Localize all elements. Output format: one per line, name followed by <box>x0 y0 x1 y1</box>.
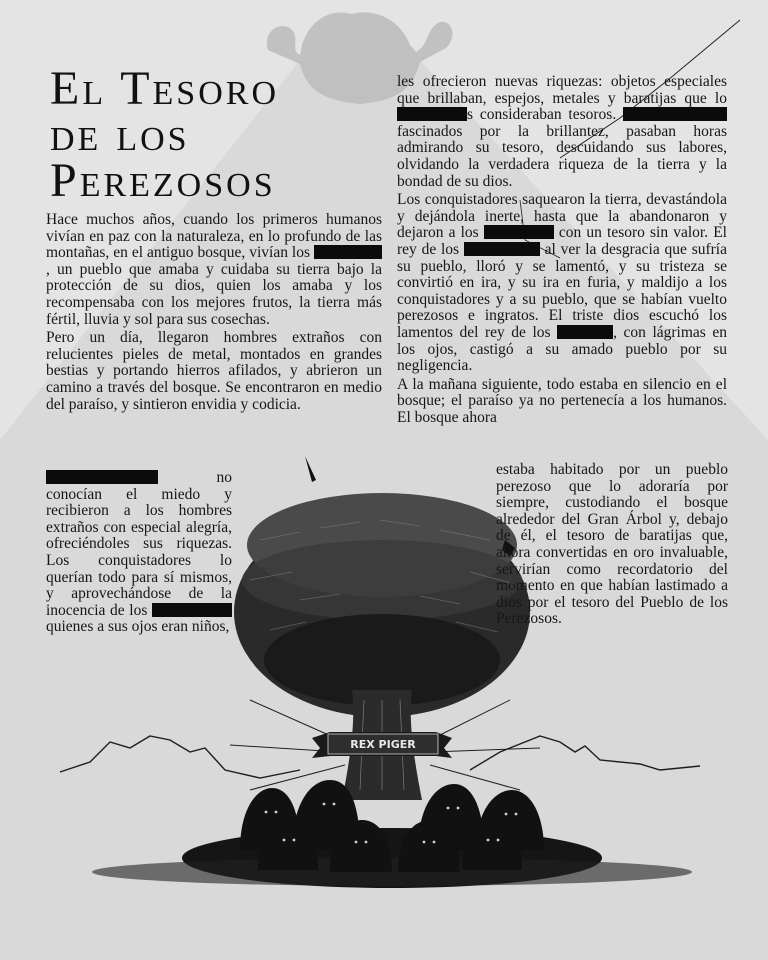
text-run: , un pueblo que amaba y cuidaba su tierra bajo la protección de su dios, quien los amaba y los recompensaba con los mejores frutos, la tierra más fértil, lluvia y sol para sus cosechas. <box>46 260 382 328</box>
redaction-bar <box>557 325 613 339</box>
paragraph <box>397 74 727 190</box>
text-run: fascinados por la brillantez, pasaban horas admirando su tesoro, descuidando sus labores, olvidando la verdadera riqueza de la tierra y la bondad de su dios. <box>397 122 727 190</box>
text-run: les ofrecieron nuevas riquezas: objetos especiales que brillaban, espejos, metales y baratijas que lo <box>397 73 727 107</box>
paragraph <box>46 212 382 328</box>
paragraph <box>46 470 232 636</box>
left-lower-column <box>46 470 232 638</box>
banner-label: REX PIGER <box>350 738 416 751</box>
redaction-bar <box>623 107 727 121</box>
redaction-bar <box>152 603 232 617</box>
paragraph: estaba habitado por un pueblo perezoso que lo adoraría por siempre, custodiando el bosque alrededor del Gran Árbol y, debajo de él, el tesoro de baratijas que, ahora convertidas en oro invaluable, servirían como recordatorio del momento en que habían lastimado a dios por el tesoro del Pueblo de los Perezosos. <box>496 461 728 628</box>
title-line-2: de los <box>50 108 190 161</box>
tree-crown <box>234 493 530 717</box>
text-run: no conocían el miedo y recibieron a los hombres extraños con especial alegría, ofreciéndoles sus riquezas. Los conquistadores lo querían todo para sí mismos, y aprovechándose de la inocencia de los <box>46 469 232 619</box>
right-lower-column <box>496 462 728 630</box>
text-run: quienes a sus ojos eran niños, <box>46 618 230 636</box>
banner-ribbon <box>312 732 452 758</box>
redaction-bar <box>464 242 540 256</box>
paragraph <box>397 192 727 375</box>
text-run: , con lágrimas en los ojos, castigó a su amado pueblo por su negligencia. <box>397 323 728 375</box>
text-run: s consideraban tesoros. <box>467 106 623 124</box>
paragraph: Pero un día, llegaron hombres extraños con relucientes pieles de metal, montados en grandes bestias y portando hierros afilados, y abrieron un camino a través del bosque. Se encontraron en medio del paraíso, y sintieron envidia y codicia. <box>46 329 382 413</box>
text-run: al ver la desgracia que sufría su pueblo, lloró y se lamentó, y su tristeza se convirtió en ira, y su ira en furia, y maldijo a los conquistadores y a su pueblo, que se habían vuelto perezosos e ingratos. El triste dios escuchó los lamentos del rey de los <box>397 240 727 341</box>
title-line-3: Perezosos <box>50 154 276 207</box>
left-column <box>46 212 382 415</box>
text-run: Hace muchos años, cuando los primeros humanos vivían en paz con la naturaleza, en lo profundo de las montañas, en el antiguo bosque, vivían los <box>46 211 382 262</box>
page-title <box>50 62 390 207</box>
paragraph: A la mañana siguiente, todo estaba en silencio en el bosque; el paraíso ya no pertenecía a los humanos. El bosque ahora <box>397 375 727 426</box>
redaction-bar <box>46 470 158 484</box>
redaction-bar <box>484 225 554 239</box>
text-run: Los conquistadores saquearon la tierra, devastándola y dejándola inerte, hasta que la abandonaron y dejaron a los <box>397 191 727 242</box>
title-line-1: El Tesoro <box>50 62 280 115</box>
text-run: con un tesoro sin valor. El rey de los <box>397 224 727 258</box>
redaction-bar <box>397 107 467 121</box>
right-column <box>397 74 727 428</box>
redaction-bar <box>314 245 382 259</box>
